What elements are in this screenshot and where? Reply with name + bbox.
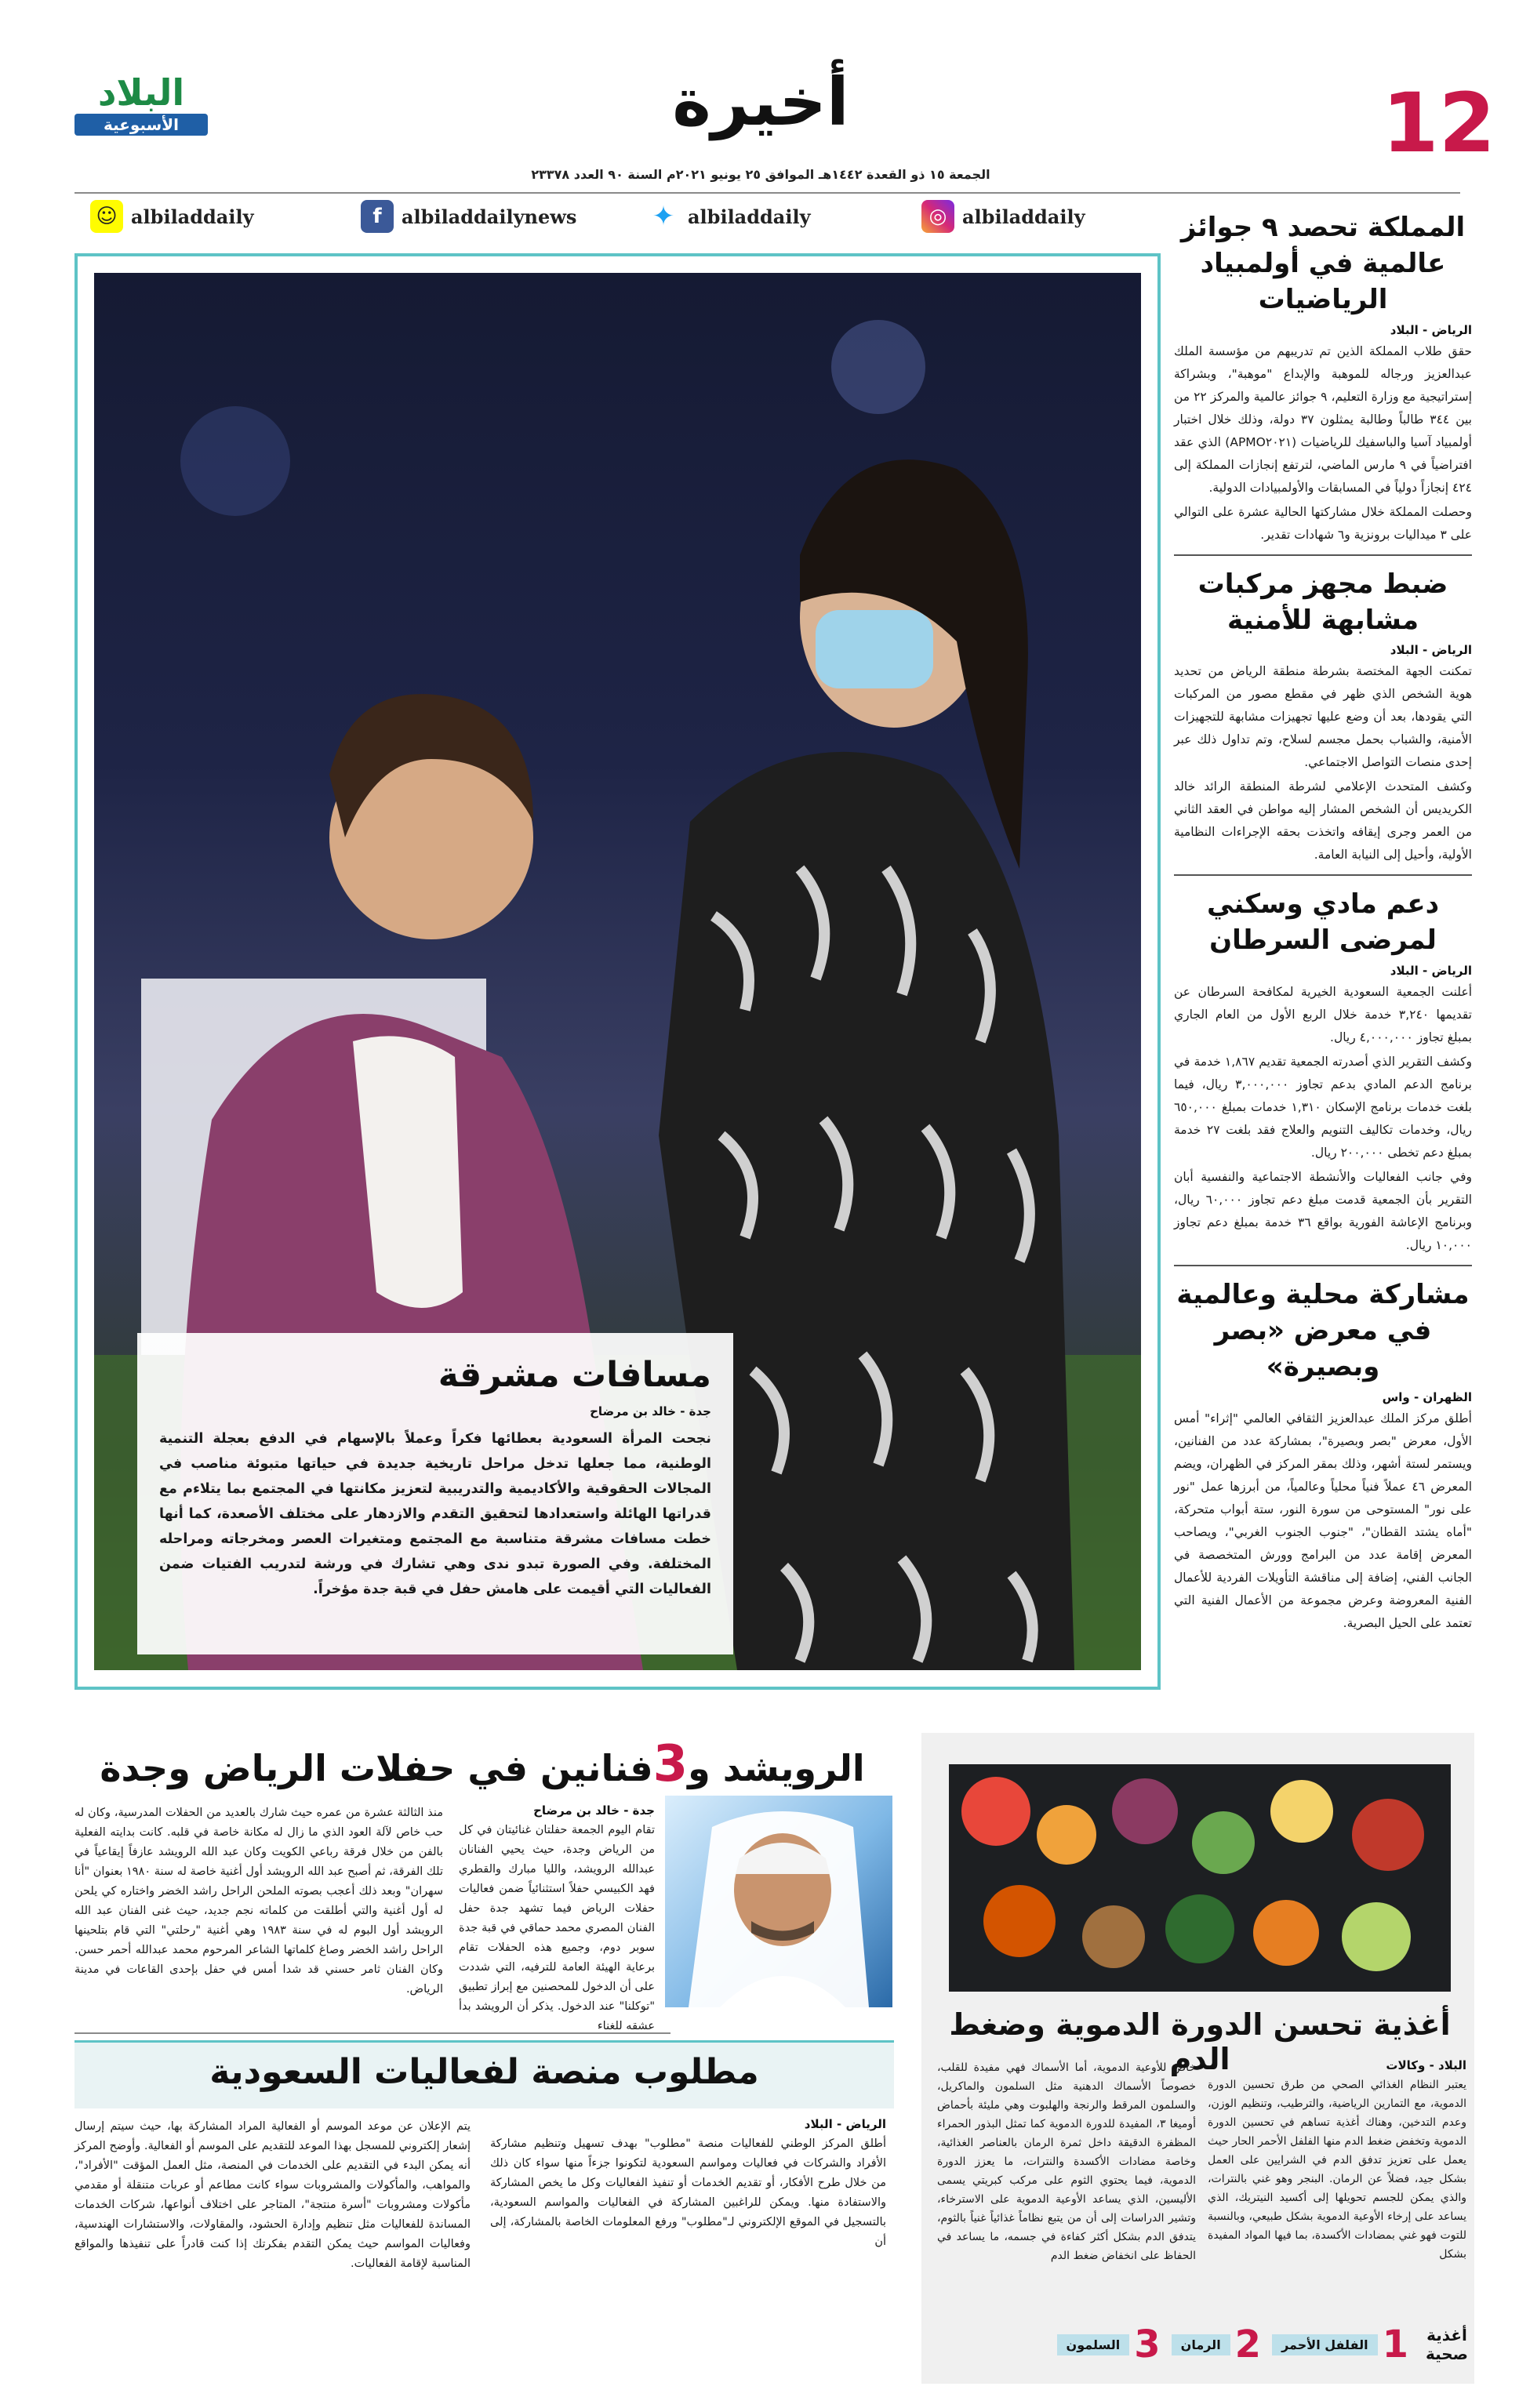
side-paragraph: وحصلت المملكة خلال مشاركتها الحالية عشرة على التوالي على ٣ ميداليات برونزية و٦ شهادات تقدير. (1174, 504, 1472, 542)
rowaished-headline-number: 3 (652, 1735, 689, 1793)
healthy-item-label: السلمون (1057, 2334, 1130, 2355)
rowaished-col2 (74, 1803, 443, 1999)
side-headline: المملكة تحصد ٩ جوائز عالمية في أولمبياد الرياضيات (1180, 212, 1466, 315)
platform-body-col2: يتم الإعلان عن موعد الموسم أو الفعالية المراد المشاركة بها، حيث سيتم إرسال إشعار إلكتروني للمسجل بهذا الموعد للتقديم على الموسم أو الفعالية. وأوضح المركز أنه يمكن البدء في التقديم على الخدمات في المنصة، مثل العمل المؤقت "الأفراد"، والمواهب، والمأكولات والمشروبات سواء كانت مطاعم أو عربات متنقلة أو مقدمي مأكولات ومشروبات "أسرة منتجة"، المتاجر على اختلاف أنواعها، شركات الخدمات المساندة للفعاليات مثل تنظيم وإدارة الحشود، والمقاولات، والاستشارات الهندسية، وفعاليات المواسم حيث يمكن التقدم بفكرتك إذا كنت قادراً على تنفيذها والمواقع المناسبة لإقامة الفعاليات. (74, 2120, 471, 2270)
foods-body-col2: خاص للأوعية الدموية، أما الأسماك فهي مفيدة للقلب، خصوصاً الأسماك الدهنية مثل السلمون والماكريل، والسلمون المرقط والرنجة والهلبوت وهي مليئة بأحماض أوميغا ٣، المفيدة للدورة الدموية كما تمثل البذور الحمراء المظفرة الدقيقة داخل ثمرة الرمان بالعناصر الغذائية، وخاصة مضادات الأكسدة والنترات، ما يعزز الدورة الدموية، فيما يحتوي الثوم على مركب كبريتي يسمى الأليسين، الذي يساعد الأوعية الدموية على الاسترخاء، وتشير الدراسات إلى أن من يتبع نظاماً غذائياً غنياً بالثوم، يتدفق الدم بشكل أكثر كفاءة في جسمه، ما يساعد في الحفاظ على انخفاض ضغط الدم (937, 2061, 1197, 2262)
healthy-box-label: أغذية صحية (1425, 2326, 1469, 2363)
side-column (1174, 210, 1472, 1636)
newspaper-logo (74, 71, 208, 149)
rowaished-headline (74, 1735, 890, 1793)
rowaished-col1 (459, 1803, 655, 2036)
rowaished-headline-part2: فنانين في حفلات الرياض وجدة (100, 1747, 653, 1789)
healthy-item (1272, 2323, 1408, 2366)
page-number: 12 (1382, 75, 1495, 171)
foods-photo (949, 1764, 1451, 1992)
side-body (1174, 1407, 1472, 1635)
healthy-item-num: 2 (1234, 2323, 1262, 2366)
twitter-icon: ✦ (647, 200, 680, 233)
foods-body-col1: يعتبر النظام الغذائي الصحي من طرق تحسين الدورة الدموية، مع التمارين الرياضية، والترطيب، وتنظيم الوزن، وعدم التدخين، وهناك أغذية تساهم في تحسين الدورة الدموية وتخفض ضغط الدم منها الفلفل الأحمر الحار حيث يعمل على تعزيز تدفق الدم في الشرايين على العمل بشكل جيد، فضلاً عن الرمان. البنجر وهو غني بالنترات، والذي يمكن للجسم تحويلها إلى أكسيد النيتريك، الذي يساعد على إرخاء الأوعية الدموية بشكل طبيعي، وبالنسبة للتوت فهو غني بمضادات الأكسدة، بما فيها المواد المفيدة بشكل (1208, 2079, 1466, 2261)
foods-dateline: البلاد - وكالات (1386, 2058, 1466, 2072)
logo-top: البلاد (97, 71, 185, 114)
healthy-item (1057, 2323, 1161, 2366)
side-headline: دعم مادي وسكني لمرضى السرطان (1206, 888, 1440, 957)
facebook-handle: albiladdailynews (402, 205, 577, 228)
platform-col2 (74, 2117, 471, 2274)
side-body (1174, 660, 1472, 866)
side-dateline: الظهران - واس (1382, 1389, 1472, 1404)
side-dateline: الرياض - البلاد (1390, 643, 1472, 658)
side-dateline: الرياض - البلاد (1390, 322, 1472, 337)
foods-photo-illustration (949, 1764, 1451, 1992)
side-paragraph: تمكنت الجهة المختصة بشرطة منطقة الرياض من تحديد هوية الشخص الذي ظهر في مقطع مصور من المركبات التي يقودها، بعد أن وضع عليها تجهيزات مشابهة للتجهيزات الأمنية، والشباب بحمل مجسم لسلاح، وتم تداول ذلك عبر إحدى منصات التواصل الاجتماعي. (1174, 664, 1472, 770)
platform-body-col1: أطلق المركز الوطني للفعاليات منصة "مطلوب" بهدف تسهيل وتنظيم مشاركة الأفراد والشركات في فعاليات ومواسم السعودية لتكونوا جزءاً منها سواء كان ذلك من خلال طرح الأفكار، أو تقديم الخدمات أو تنفيذ الفعاليات وكل ما يخص المشاركة والاستفادة منها. ويمكن للراغبين المشاركة في الفعاليات والمواسم السعودية، بالتسجيل في الموقع الإلكتروني لـ"مطلوب" ورفع المعلومات الخاصة بالمشاركة، إلى أن (490, 2137, 886, 2248)
healthy-item-num: 1 (1382, 2323, 1408, 2366)
rowaished-photo (665, 1796, 892, 2007)
side-article (1174, 210, 1472, 547)
side-body (1174, 981, 1472, 1257)
feature-caption (137, 1333, 733, 1654)
social-snapchat[interactable] (90, 200, 254, 233)
rowaished-body-col2: منذ الثالثة عشرة من عمره حيث شارك بالعديد من الحفلات المدرسية، وكان له حب خاص لآلة العود الذي ما زال له مكانة خاصة في قلبه. كانت بدايته الفعلية بالفن من خلال فرقة رباعي الكويت وكان عبد الله الرويشد عازفاً إيقاعياً في تلك الفرقة، ثم أصبح عبد الله الرويشد أول أغنية خاصة له سنة ١٩٨٠ بعنوان "أنا سهران" وبعد ذلك أعجب بصوته الملحن الراحل راشد الخضر واختاره كي يلحن له أول أغنية والتي أطلقت من كلماته نجم جديد، حيث غنى الفنان عبد الله الرويشد أول البوم له في سنة ١٩٨٣ وهي أغنية "رحلتي" التي قام بتلحينها الراحل راشد الخضر وصاغ كلماتها الشاعر المرحوم محمد عبدالله أحمر حسن. وكان الفنان ثامر حسني قد شدا أمس في حفل بإحدى القاعات في مدينة الرياض. (74, 1807, 443, 1996)
twitter-handle: albiladdaily (688, 205, 811, 228)
platform-col1 (490, 2117, 886, 2252)
healthy-item-label: الفلفل الأحمر (1272, 2334, 1378, 2355)
foods-col1 (1208, 2058, 1466, 2264)
side-article (1174, 887, 1472, 1257)
feature-body: نجحت المرأة السعودية بعطائها فكراً وعملاً بالإسهام في الدفع بعجلة التنمية الوطنية، مما جعلها تدخل مراحل تاريخية جديدة في حياتها متبوئة مناصب في المجالات الحقوقية والأكاديمية والتدريبية لتعزيز مكانتها في المجتمع بما يتلاءم مع قدراتها الهائلة واستعدادها لتحقيق التقدم والازدهار على مختلف الأصعدة، كما أنها خطت مسافات مشرقة متناسبة مع المجتمع ومتغيرات العصر ومخرجاته ومراحله المختلفة. وفي الصورة تبدو ندى وهي تشارك في ورشة لتدريب الفتيات ضمن الفعاليات التي أقيمت على هامش حفل في قبة جدة مؤخراً. (159, 1431, 711, 1598)
healthy-box (953, 2317, 1474, 2372)
foods-col2 (937, 2058, 1196, 2265)
rowaished-photo-illustration (665, 1796, 892, 2007)
facebook-icon: f (361, 200, 394, 233)
platform-headline: مطلوب منصة لفعاليات السعودية (209, 2052, 759, 2092)
feature-headline: مسافات مشرقة (438, 1355, 711, 1395)
side-paragraph: وكشف المتحدث الإعلامي لشرطة المنطقة الرائد خالد الكريديس أن الشخص المشار إليه مواطن في العقد الثاني من العمر وجرى إيقافه واتخذت بحقه الإجراءات النظامية الأولية، وأحيل إلى النيابة العامة. (1174, 779, 1472, 863)
social-instagram[interactable] (921, 200, 1085, 233)
instagram-handle: albiladdaily (962, 205, 1085, 228)
healthy-item-label: الرمان (1172, 2334, 1230, 2355)
social-twitter[interactable] (647, 200, 811, 233)
side-dateline: الرياض - البلاد (1390, 964, 1472, 979)
side-paragraph: أعلنت الجمعية السعودية الخيرية لمكافحة السرطان عن تقديمها ٣,٢٤٠ خدمة خلال الربع الأول من العام الجاري بمبلغ تجاوز ٤,٠٠٠,٠٠٠ ريال. (1174, 985, 1472, 1045)
side-body (1174, 340, 1472, 547)
healthy-item-num: 3 (1134, 2323, 1161, 2366)
snapchat-icon: ☺ (90, 200, 123, 233)
rowaished-body-col1: تقام اليوم الجمعة حفلتان غنائيتان في كل من الرياض وجدة، حيث يحيي الفنانان عبدالله الرويشد، والليا مبارك والقطري فهد الكبيسي حفلاً استثنائياً ضمن فعاليات حفلات الرياض فيما تشهد جدة حفل الفنان المصري محمد حماقي في قبة جدة سوبر دوم، وجميع هذه الحفلات تقام برعاية الهيئة العامة للترفيه، التي شددت على أن الدخول للمحصنين مع إبراز تطبيق "توكلنا" عند الدخول. يذكر أن الرويشد بدأ عشقه للغناء (459, 1824, 655, 2032)
snapchat-handle: albiladdaily (131, 205, 254, 228)
logo-bottom: الأسبوعية (74, 114, 208, 136)
side-article (1174, 567, 1472, 867)
instagram-icon: ◎ (921, 200, 954, 233)
platform-dateline: الرياض - البلاد (804, 2117, 886, 2131)
side-paragraph: أطلق مركز الملك عبدالعزيز الثقافي العالمي "إثراء" أمس الأول، معرض "بصر وبصيرة"، بمشاركة عدد من الفنانين، ويستمر لستة أشهر، وذلك بمقر المركز في الظهران، ويضم المعرض ٤٦ عملاً فنياً محلياً وعالمياً، من أبرزها عمل "نور على نور" المستوحى من سورة النور، ستة أبواب متحركة، "أماه يشتد القطان"، "جنوب الجنوب الغربي"، ويصاحب المعرض إقامة عدد من البرامج وورش المتخصصة في الجانب الفني، إضافة إلى مناقشة التأويلات الفردية للأعمال الفنية المعروضة وعرض مجموعة من الأعمال الفنية التي تعتمد على الحيل البصرية. (1174, 1411, 1472, 1630)
side-paragraph: حقق طلاب المملكة الذين تم تدريبهم من مؤسسة الملك عبدالعزيز ورجاله للموهبة والإبداع "موهبة"، وبشراكة إستراتيجية مع وزارة التعليم، ٩ جوائز عالمية والمركز ٢٢ من بين ٣٤٤ طالباً وطالبة يمثلون ٣٧ دولة، وذلك خلال اختبار أولمبياد آسيا والباسفيك للرياضيات (APMO٢٠٢١) الذي عقد افتراضياً في ٩ مارس الماضي، لترتفع إنجازات المملكة إلى ٤٢٤ إنجازاً دولياً في المسابقات والأولمبيادات الدولية. (1174, 343, 1472, 495)
social-facebook[interactable] (361, 200, 576, 233)
side-article (1174, 1277, 1472, 1635)
side-headline: مشاركة محلية وعالمية في معرض «بصر وبصيرة» (1176, 1279, 1470, 1383)
side-paragraph: وكشف التقرير الذي أصدرته الجمعية تقديم ١,٨٦٧ خدمة في برنامج الدعم المادي بدعم تجاوز ٣,٠٠٠,٠٠٠ ريال، فيما بلغت خدمات برنامج الإسكان ١,٣١٠ خدمات بمبلغ ٦٥٠,٠٠٠ ريال، وخدمات تكاليف التنويم والعلاج فقد بلغت ٢٧ خدمة بمبلغ دعم تخطى ٢٠٠,٠٠٠ ريال. (1174, 1055, 1473, 1160)
side-paragraph: وفي جانب الفعاليات والأنشطة الاجتماعية والنفسية أبان التقرير بأن الجمعية قدمت مبلغ دعم تجاوز ٦٠,٠٠٠ ريال، وبرنامج الإعاشة الفورية بواقع ٣٦ خدمة بمبلغ دعم تجاوز ١٠,٠٠٠ ريال. (1174, 1170, 1472, 1253)
rowaished-dateline: جدة - خالد بن مرضاح (533, 1803, 655, 1818)
side-headline: ضبط مجهز مركبات مشابهة للأمنية (1197, 568, 1448, 636)
section-title: أخيرة (672, 64, 849, 140)
rowaished-headline-part1: الرويشد و (688, 1747, 865, 1789)
healthy-item (1172, 2323, 1261, 2366)
issue-line: الجمعة ١٥ ذو القعدة ١٤٤٢هـ الموافق ٢٥ يونيو ٢٠٢١م السنة ٩٠ العدد ٢٣٣٧٨ (531, 167, 990, 182)
foods-headline: أغذية تحسن الدورة الدموية وضغط الدم (949, 2007, 1451, 2076)
feature-dateline: جدة - خالد بن مرضاح (590, 1404, 711, 1419)
